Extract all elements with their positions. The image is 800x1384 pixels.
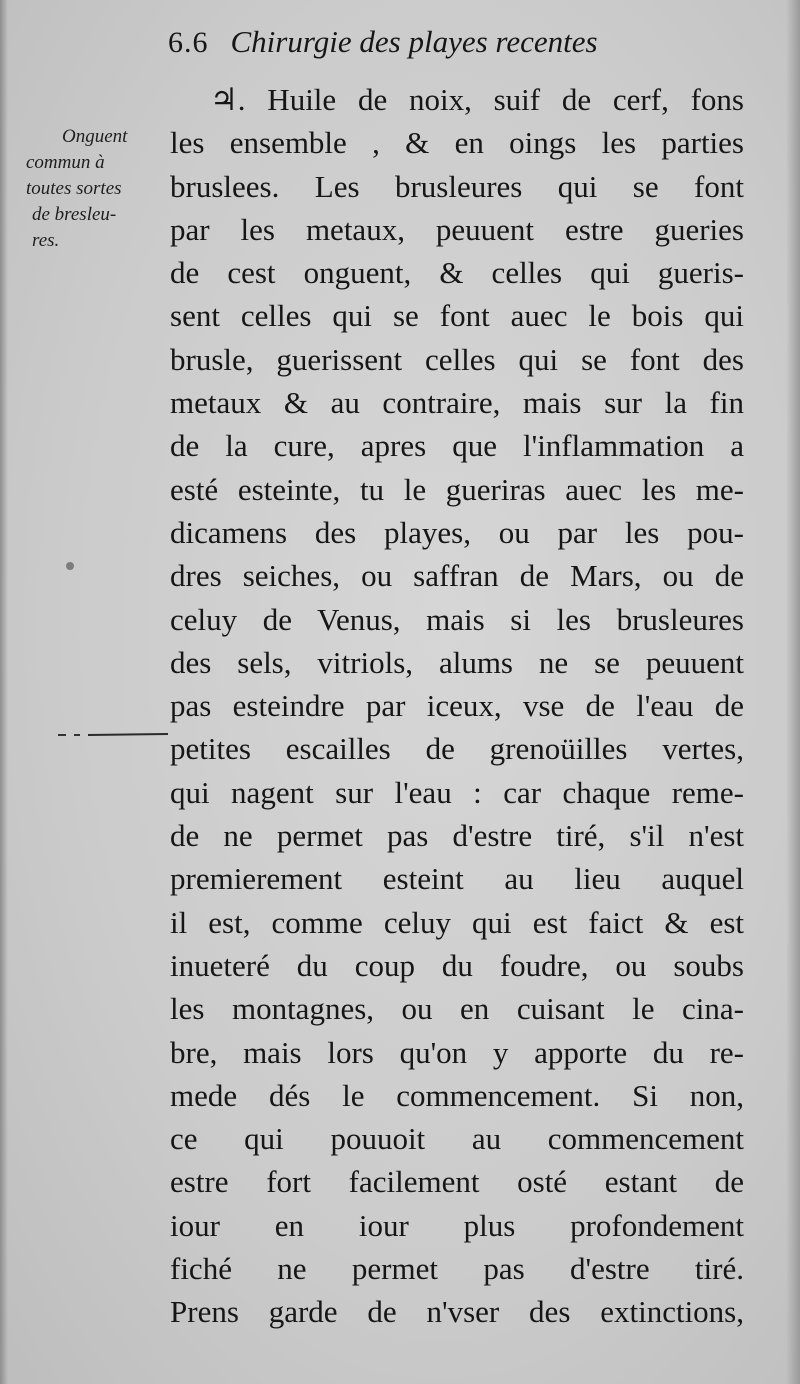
text-line: de cest onguent, & celles qui gueris- (170, 255, 744, 291)
text-line: il est, comme celuy qui est faict & est (170, 904, 744, 940)
text-line: pas esteindre par iceux, vse de l'eau de (170, 688, 744, 724)
text-line: premierement esteint au lieu auquel (170, 861, 744, 897)
text-line: estre fort facilement osté estant de (170, 1164, 744, 1200)
text-line: metaux & au contraire, mais sur la fin (170, 385, 744, 421)
running-head (168, 24, 688, 68)
text-line: mede dés le commencement. Si non, (170, 1077, 744, 1113)
text-line: inueteré du coup du foudre, ou soubs (170, 947, 744, 983)
text-line: ♃. Huile de noix, suif de cerf, fons (210, 82, 744, 117)
text-line: petites escailles de grenoüilles vertes, (170, 731, 744, 767)
margin-note (26, 124, 176, 254)
margin-note-line: commun à (26, 152, 105, 173)
margin-note-line: de bresleu- (32, 204, 117, 225)
text-line: qui nagent sur l'eau : car chaque reme- (170, 774, 744, 810)
text-line: iour en iour plus profondement (170, 1207, 744, 1243)
text-line: Prens garde de n'vser des extinctions, (170, 1294, 744, 1330)
text-line: brusle, guerissent celles qui se font des (170, 341, 744, 377)
text-line: par les metaux, peuuent estre gueries (170, 211, 744, 247)
margin-note-line: res. (32, 230, 60, 251)
text-line: de la cure, apres que l'inflammation a (170, 428, 744, 464)
ink-pointer-line (58, 732, 168, 738)
margin-note-line: toutes sortes (26, 178, 122, 199)
text-line: bre, mais lors qu'on y apporte du re- (170, 1034, 744, 1070)
page-edge-shadow-left (0, 0, 8, 1384)
main-text-block (170, 78, 744, 1334)
text-line: esté esteinte, tu le gueriras auec les me- (170, 471, 744, 507)
page-edge-shadow-right (786, 0, 800, 1384)
text-line: de ne permet pas d'estre tiré, s'il n'est (170, 818, 744, 854)
text-line: les montagnes, ou en cuisant le cina- (170, 991, 744, 1027)
text-line: les ensemble , & en oings les parties (170, 125, 744, 161)
text-line: dicamens des playes, ou par les pou- (170, 514, 744, 550)
text-line: celuy de Venus, mais si les brusleures (170, 601, 744, 637)
text-line: fiché ne permet pas d'estre tiré. (170, 1251, 744, 1287)
text-line: dres seiches, ou saffran de Mars, ou de (170, 558, 744, 594)
running-title: Chirurgie des playes recentes (230, 24, 598, 59)
margin-note-line: Onguent (62, 126, 128, 147)
text-line: sent celles qui se font auec le bois qui (170, 298, 744, 334)
page-number: 6.6 (168, 26, 209, 59)
text-line: bruslees. Les brusleures qui se font (170, 168, 744, 204)
ink-spot (66, 562, 74, 570)
text-line: ce qui pouuoit au commencement (170, 1121, 744, 1157)
text-line: des sels, vitriols, alums ne se peuuent (170, 644, 744, 680)
